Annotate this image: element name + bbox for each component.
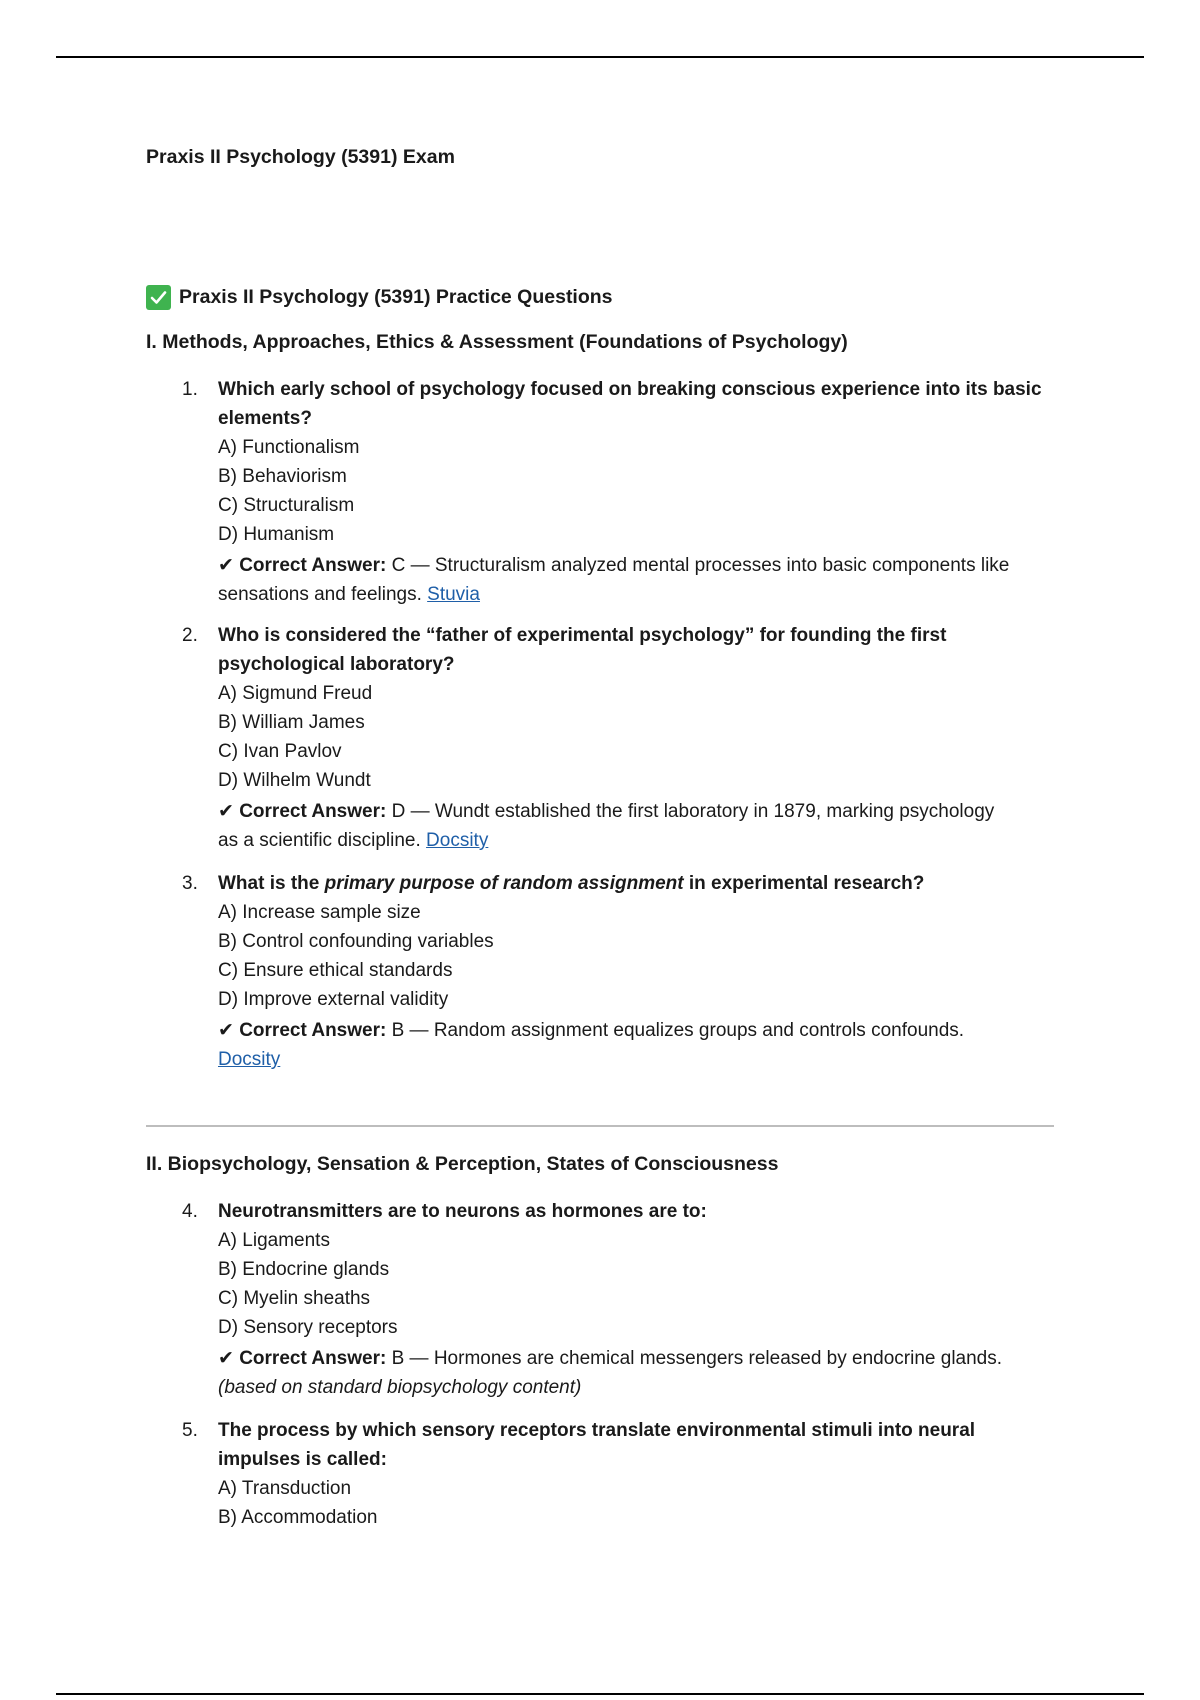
question-text-line: The process by which sensory receptors translate environmental stimuli into neural	[218, 1420, 976, 1441]
check-icon: ✔	[218, 1020, 234, 1041]
answer-explanation-cont: sensations and feelings.	[218, 584, 428, 605]
option-d: D) Improve external validity	[218, 989, 449, 1010]
question-3	[146, 869, 1066, 1074]
question-5	[146, 1416, 1066, 1532]
option-b: B) Control confounding variables	[218, 931, 494, 952]
answer-explanation: B — Random assignment equalizes groups and controls confounds.	[386, 1020, 965, 1041]
practice-heading	[146, 285, 613, 310]
option-b: B) Endocrine glands	[218, 1259, 390, 1280]
section-title: II. Biopsychology, Sensation & Perception, States of Consciousness	[146, 1153, 779, 1175]
option-d: D) Sensory receptors	[218, 1317, 398, 1338]
section-title: I. Methods, Approaches, Ethics & Assessment (Foundations of Psychology)	[146, 331, 848, 353]
question-number: 5.	[182, 1420, 198, 1441]
answer-label: Correct Answer:	[239, 1020, 387, 1041]
answer-note: (based on standard biopsychology content)	[218, 1377, 582, 1398]
correct-answer	[218, 1344, 1066, 1402]
correct-answer	[218, 797, 1066, 855]
question-number: 2.	[182, 625, 198, 646]
correct-answer	[218, 1016, 1066, 1074]
correct-answer	[218, 551, 1066, 609]
check-icon: ✔	[218, 555, 234, 576]
check-icon: ✔	[218, 1348, 234, 1369]
source-link[interactable]: Docsity	[218, 1049, 281, 1070]
check-mark-button-icon	[146, 285, 171, 310]
source-link[interactable]: Stuvia	[427, 584, 480, 605]
question-text-suffix: in experimental research?	[683, 873, 925, 894]
question-text	[218, 1416, 1066, 1474]
section-foundations	[146, 330, 1066, 1074]
section-divider	[146, 1125, 1054, 1127]
question-text	[218, 621, 1066, 679]
question-text	[218, 869, 1066, 898]
option-b: B) Accommodation	[218, 1507, 378, 1528]
option-b: B) William James	[218, 712, 365, 733]
option-c: C) Ensure ethical standards	[218, 960, 453, 981]
option-d: D) Wilhelm Wundt	[218, 770, 371, 791]
footer-rule	[56, 1693, 1144, 1695]
option-c: C) Structuralism	[218, 495, 355, 516]
option-a: A) Sigmund Freud	[218, 683, 373, 704]
answer-explanation: D — Wundt established the first laboratory in 1879, marking psychology	[386, 801, 995, 822]
question-text-line: elements?	[218, 408, 312, 429]
option-a: A) Transduction	[218, 1478, 352, 1499]
answer-label: Correct Answer:	[239, 801, 387, 822]
check-icon: ✔	[218, 801, 234, 822]
option-a: A) Increase sample size	[218, 902, 421, 923]
question-2	[146, 621, 1066, 855]
practice-heading-text: Praxis II Psychology (5391) Practice Questions	[179, 286, 613, 308]
question-text-line: impulses is called:	[218, 1449, 387, 1470]
answer-label: Correct Answer:	[239, 555, 387, 576]
question-text-line: Who is considered the “father of experimental psychology” for founding the first	[218, 625, 947, 646]
answer-explanation-cont: as a scientific discipline.	[218, 830, 427, 851]
answer-explanation: C — Structuralism analyzed mental processes into basic components like	[386, 555, 1010, 576]
answer-explanation: B — Hormones are chemical messengers released by endocrine glands.	[386, 1348, 1003, 1369]
question-1	[146, 375, 1066, 609]
header-rule	[56, 56, 1144, 58]
option-d: D) Humanism	[218, 524, 335, 545]
option-c: C) Myelin sheaths	[218, 1288, 371, 1309]
question-number: 1.	[182, 379, 198, 400]
question-number: 4.	[182, 1201, 198, 1222]
question-text-prefix: What is the	[218, 873, 325, 894]
option-a: A) Ligaments	[218, 1230, 330, 1251]
source-link[interactable]: Docsity	[426, 830, 489, 851]
answer-label: Correct Answer:	[239, 1348, 387, 1369]
question-text-line: Which early school of psychology focused on breaking conscious experience into its basic	[218, 379, 1042, 400]
document-title: Praxis II Psychology (5391) Exam	[146, 146, 455, 168]
option-c: C) Ivan Pavlov	[218, 741, 342, 762]
question-text	[218, 375, 1066, 433]
question-text	[218, 1197, 1066, 1226]
option-a: A) Functionalism	[218, 437, 360, 458]
question-text-line: Neurotransmitters are to neurons as hormones are to:	[218, 1201, 707, 1222]
question-text-emphasis: primary purpose of random assignment	[324, 873, 684, 894]
option-b: B) Behaviorism	[218, 466, 347, 487]
question-text-line: psychological laboratory?	[218, 654, 455, 675]
section-biopsychology	[146, 1152, 1066, 1532]
question-4	[146, 1197, 1066, 1402]
question-number: 3.	[182, 873, 198, 894]
